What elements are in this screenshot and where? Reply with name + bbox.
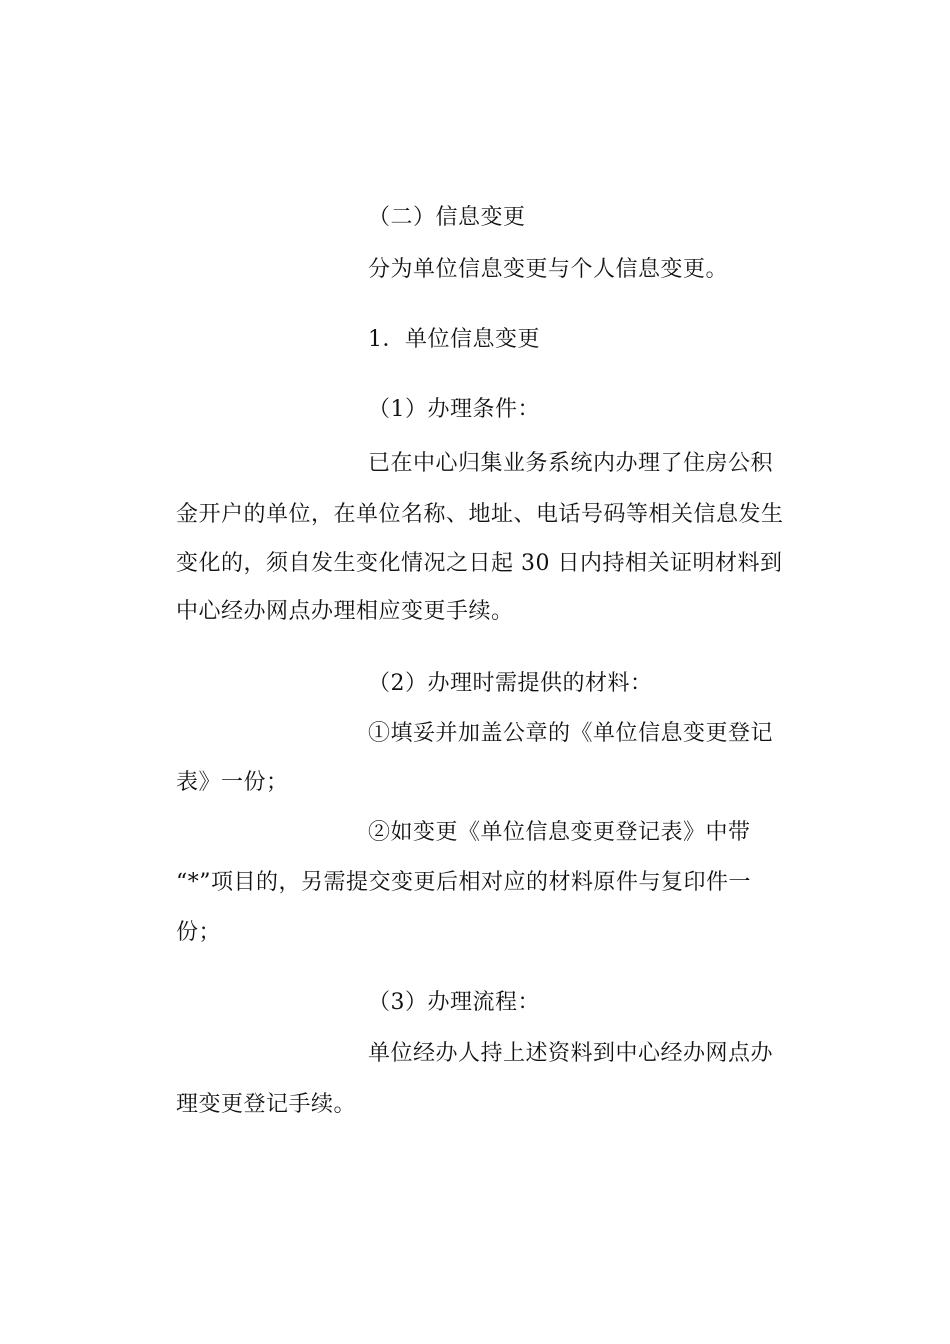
materials-item-2-line: 份； <box>176 920 222 945</box>
subsection-heading: 1．单位信息变更 <box>368 327 540 352</box>
conditions-line: 金开户的单位，在单位名称、地址、电话号码等相关信息发生 <box>176 502 784 527</box>
conditions-heading: （1）办理条件： <box>368 397 540 422</box>
materials-item-1-line: ①填妥并加盖公章的《单位信息变更登记 <box>368 721 774 746</box>
process-line: 理变更登记手续。 <box>176 1092 357 1117</box>
conditions-line: 中心经办网点办理相应变更手续。 <box>176 599 514 624</box>
materials-heading: （2）办理时需提供的材料： <box>368 671 653 696</box>
process-line: 单位经办人持上述资料到中心经办网点办 <box>368 1041 774 1066</box>
section-intro: 分为单位信息变更与个人信息变更。 <box>368 257 729 282</box>
materials-item-1-line: 表》一份； <box>176 770 289 795</box>
conditions-line: 变化的，须自发生变化情况之日起 30 日内持相关证明材料到 <box>176 551 783 576</box>
conditions-line: 已在中心归集业务系统内办理了住房公积 <box>368 451 774 476</box>
section-heading: （二）信息变更 <box>368 205 526 230</box>
materials-item-2-line: “*”项目的，另需提交变更后相对应的材料原件与复印件一 <box>176 870 751 895</box>
materials-item-2-line: ②如变更《单位信息变更登记表》中带 <box>368 820 751 845</box>
process-heading: （3）办理流程： <box>368 990 540 1015</box>
